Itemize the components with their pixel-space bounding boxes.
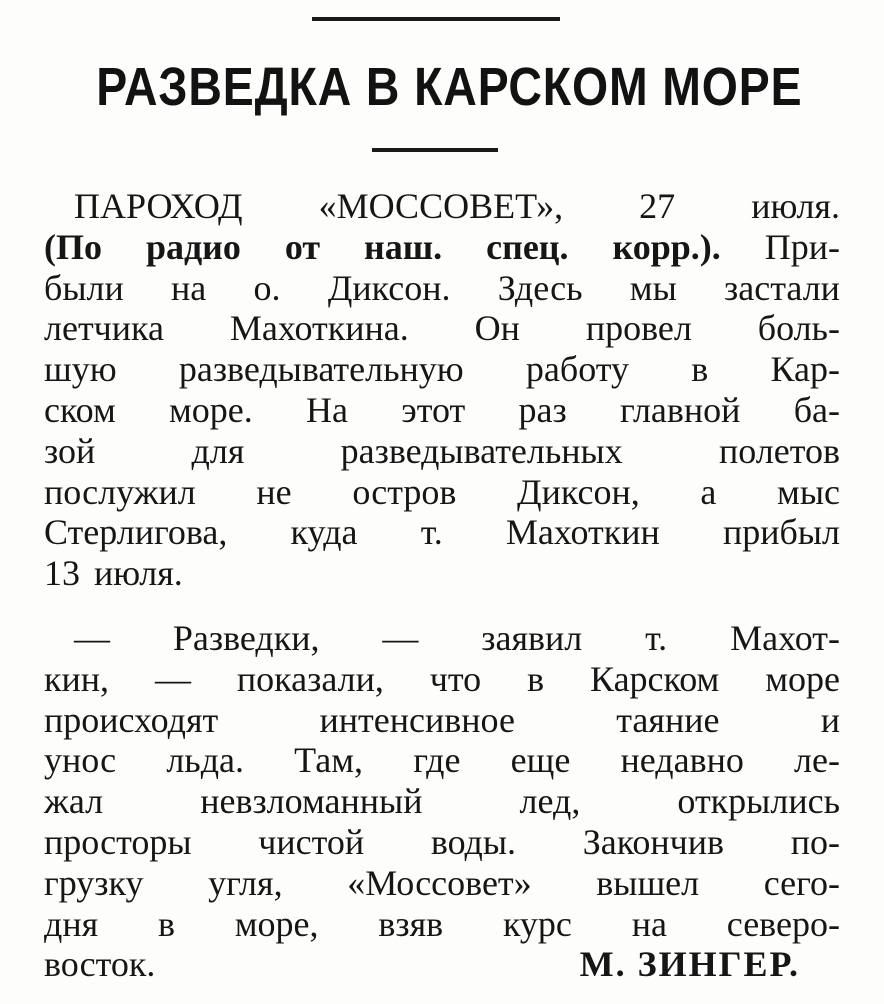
word: в xyxy=(527,658,545,699)
word: этот xyxy=(401,389,466,430)
text-line xyxy=(44,781,840,822)
text-line xyxy=(44,227,840,268)
word: «Моссовет» xyxy=(347,862,532,903)
word: невзломанный xyxy=(200,781,423,822)
word: Карском xyxy=(590,658,720,699)
text-line xyxy=(44,618,840,659)
word: море, xyxy=(234,903,319,944)
word: интенсивное xyxy=(319,699,515,740)
word: на xyxy=(631,903,667,944)
headline-rule xyxy=(372,148,498,152)
word: июля. xyxy=(751,186,840,226)
word: о. xyxy=(253,267,281,308)
word: а xyxy=(700,471,717,512)
final-word: восток. xyxy=(44,944,156,985)
word: зой xyxy=(44,430,96,471)
word: При- xyxy=(764,226,840,267)
paragraph-2 xyxy=(44,618,840,944)
word: недавно xyxy=(620,740,744,781)
word: где xyxy=(413,740,461,781)
word: еще xyxy=(510,740,571,781)
word: летчика xyxy=(44,308,164,349)
word: спец. xyxy=(486,226,569,267)
word: таяние xyxy=(616,699,720,740)
word: и xyxy=(820,699,840,740)
word: курс xyxy=(502,903,572,944)
word: кин, xyxy=(44,658,110,699)
word: Махоткин xyxy=(505,512,660,553)
word: 27 xyxy=(639,186,676,226)
word: показали, xyxy=(236,658,384,699)
paragraph-1 xyxy=(44,186,840,594)
word: ба- xyxy=(793,389,840,430)
top-rule xyxy=(312,17,560,21)
text-line xyxy=(44,740,840,781)
word: Кар- xyxy=(770,349,840,390)
word: остров xyxy=(352,471,457,512)
word: происходят xyxy=(44,699,219,740)
text-line xyxy=(44,904,840,945)
word: наш. xyxy=(364,226,443,267)
word: были xyxy=(44,267,124,308)
word: Махот- xyxy=(730,617,840,658)
word: — xyxy=(74,617,110,658)
signoff-line xyxy=(44,944,840,985)
word: мы xyxy=(629,267,677,308)
word: застали xyxy=(724,267,840,308)
word: провел xyxy=(585,308,692,349)
word: полетов xyxy=(719,430,840,471)
word: для xyxy=(191,430,245,471)
word: море xyxy=(765,658,840,699)
word: по- xyxy=(790,821,840,862)
word: унос xyxy=(44,740,117,781)
word: разведывательных xyxy=(340,430,623,471)
word: открылись xyxy=(677,781,840,822)
word: просторы xyxy=(44,821,192,862)
text-line xyxy=(44,659,840,700)
word: воды. xyxy=(430,821,517,862)
word: куда xyxy=(290,512,358,553)
word: боль- xyxy=(757,308,840,349)
word: чистой xyxy=(258,821,365,862)
text-line xyxy=(44,431,840,472)
word: море. xyxy=(169,389,253,430)
word: жал xyxy=(44,781,104,822)
author-signature: М. ЗИНГЕР. xyxy=(579,944,800,985)
text-line xyxy=(44,390,840,431)
word: льда. xyxy=(166,740,244,781)
word: мыс xyxy=(777,471,840,512)
word: от xyxy=(284,226,321,267)
text-line xyxy=(44,512,840,553)
text-line xyxy=(44,308,840,349)
word: взяв xyxy=(378,903,444,944)
word: Там, xyxy=(294,740,364,781)
article-body xyxy=(44,186,840,985)
text-line xyxy=(44,268,840,309)
word: (По xyxy=(44,226,102,267)
word: Диксон, xyxy=(517,471,640,512)
word: радио xyxy=(145,226,241,267)
word: разведывательную xyxy=(178,349,464,390)
text-line xyxy=(44,553,840,594)
word: «МОССОВЕТ», xyxy=(318,186,564,226)
word: 13 xyxy=(44,553,80,594)
text-line xyxy=(44,349,840,390)
word: шую xyxy=(44,349,117,390)
word: прибыл xyxy=(722,512,840,553)
text-line xyxy=(44,186,840,227)
word: лед, xyxy=(519,781,581,822)
word: корр.). xyxy=(612,226,721,267)
paragraph-gap xyxy=(44,594,840,618)
word: грузку xyxy=(44,862,144,903)
word: сего- xyxy=(763,862,840,903)
word: — xyxy=(382,617,419,658)
word: раз xyxy=(518,389,567,430)
word: Махоткина. xyxy=(229,308,409,349)
word: ском xyxy=(44,389,116,430)
word: июля. xyxy=(94,553,183,594)
headline: РАЗВЕДКА В КАРСКОМ МОРЕ xyxy=(96,57,803,117)
text-line xyxy=(44,822,840,863)
word: Он xyxy=(474,308,520,349)
word: Здесь xyxy=(497,267,583,308)
word: угля, xyxy=(208,862,283,903)
word: в xyxy=(157,903,175,944)
word: ПАРОХОД xyxy=(74,186,243,226)
word: Закончив xyxy=(582,821,725,862)
word: не xyxy=(256,471,292,512)
word: послужил xyxy=(44,471,196,512)
word: на xyxy=(171,267,207,308)
word: дня xyxy=(44,903,99,944)
word: ле- xyxy=(794,740,840,781)
text-line xyxy=(44,472,840,513)
word: Разведки, xyxy=(172,617,320,658)
text-line xyxy=(44,863,840,904)
word: работу xyxy=(525,349,629,390)
word: вышел xyxy=(596,862,700,903)
word: Диксон. xyxy=(327,267,451,308)
word: На xyxy=(306,389,349,430)
word: северо- xyxy=(726,903,840,944)
text-line xyxy=(44,700,840,741)
word: главной xyxy=(620,389,741,430)
word: заявил xyxy=(481,617,583,658)
word: что xyxy=(429,658,482,699)
word: т. xyxy=(645,617,668,658)
word: — xyxy=(154,658,191,699)
word: в xyxy=(691,349,709,390)
word: т. xyxy=(420,512,443,553)
word: Стерлигова, xyxy=(44,512,228,553)
